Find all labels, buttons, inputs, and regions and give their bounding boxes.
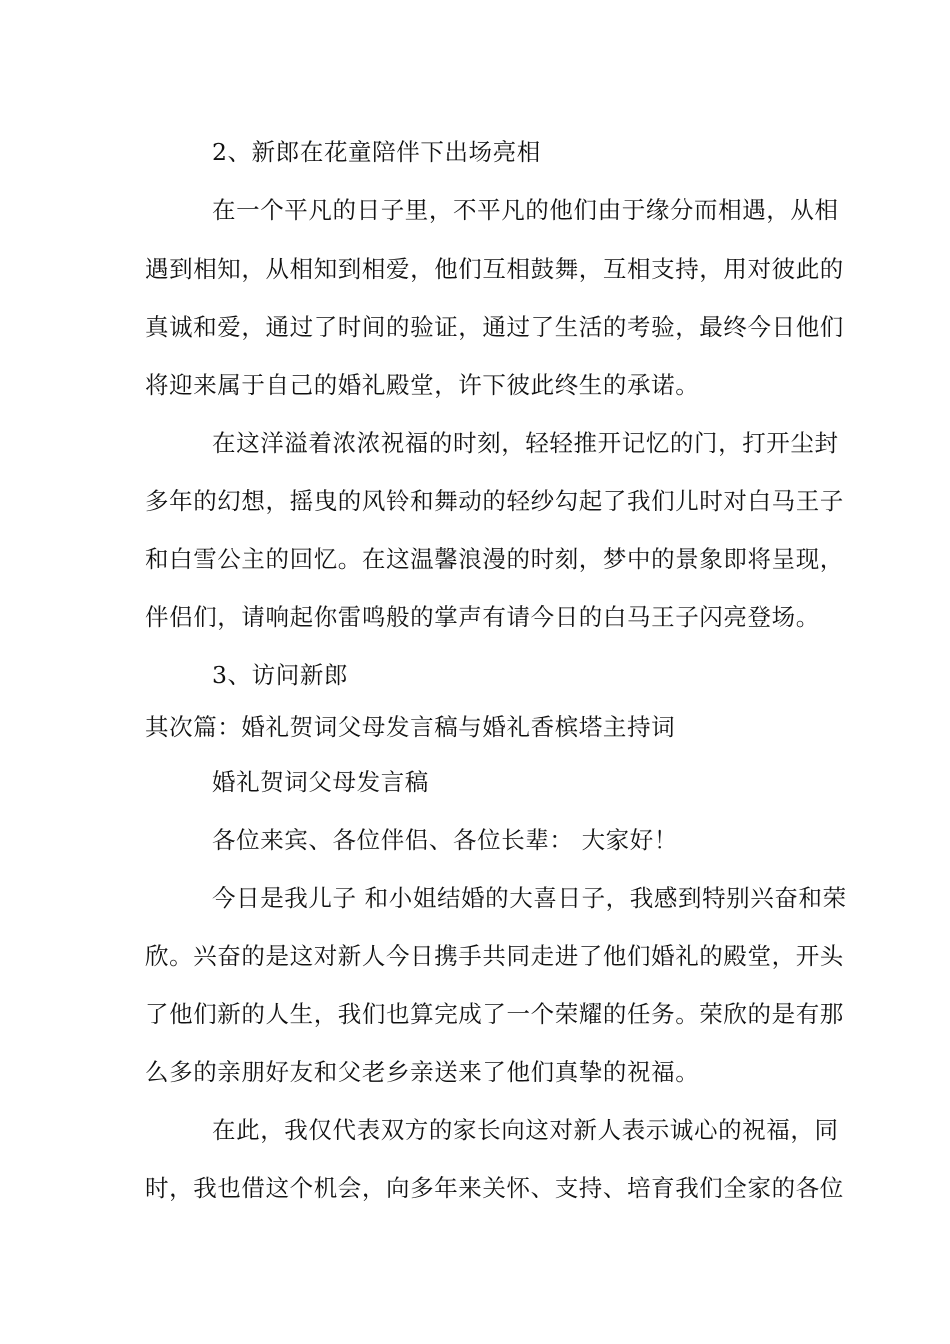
paragraph-line: 和白雪公主的回忆。在这温馨浪漫的时刻，梦中的景象即将呈现， [145, 545, 844, 573]
paragraph-line: 在此，我仅代表双方的家长向这对新人表示诚心的祝福，同 [212, 1116, 839, 1144]
paragraph-line: 今日是我儿子 和小姐结婚的大喜日子，我感到特别兴奋和荣 [212, 884, 847, 912]
chapter-title: 其次篇：婚礼贺词父母发言稿与婚礼香槟塔主持词 [145, 713, 676, 741]
salutation-line: 各位来宾、各位伴侣、各位长辈： 大家好！ [212, 826, 678, 854]
paragraph-line: 时，我也借这个机会，向多年来关怀、支持、培育我们全家的各位 [145, 1174, 844, 1202]
paragraph-line: 遇到相知，从相知到相爱，他们互相鼓舞，互相支持，用对彼此的 [145, 255, 844, 283]
paragraph-line: 多年的幻想，摇曳的风铃和舞动的轻纱勾起了我们儿时对白马王子 [145, 487, 844, 515]
paragraph-line: 真诚和爱，通过了时间的验证，通过了生活的考验，最终今日他们 [145, 313, 844, 341]
paragraph-line: 在一个平凡的日子里，不平凡的他们由于缘分而相遇，从相 [212, 196, 839, 224]
paragraph-line: 么多的亲朋好友和父老乡亲送来了他们真挚的祝福。 [145, 1058, 700, 1086]
paragraph-line: 在这洋溢着浓浓祝福的时刻，轻轻推开记忆的门，打开尘封 [212, 429, 839, 457]
paragraph-line: 将迎来属于自己的婚礼殿堂，许下彼此终生的承诺。 [145, 371, 700, 399]
speech-title: 婚礼贺词父母发言稿 [212, 768, 429, 796]
section-heading-groom-entrance: 2、新郎在花童陪伴下出场亮相 [212, 138, 541, 166]
paragraph-line: 伴侣们，请响起你雷鸣般的掌声有请今日的白马王子闪亮登场。 [145, 603, 820, 631]
paragraph-line: 了他们新的人生，我们也算完成了一个荣耀的任务。荣欣的是有那 [145, 1000, 844, 1028]
paragraph-line: 欣。兴奋的是这对新人今日携手共同走进了他们婚礼的殿堂，开头 [145, 942, 844, 970]
section-heading-interview-groom: 3、访问新郎 [212, 661, 349, 689]
